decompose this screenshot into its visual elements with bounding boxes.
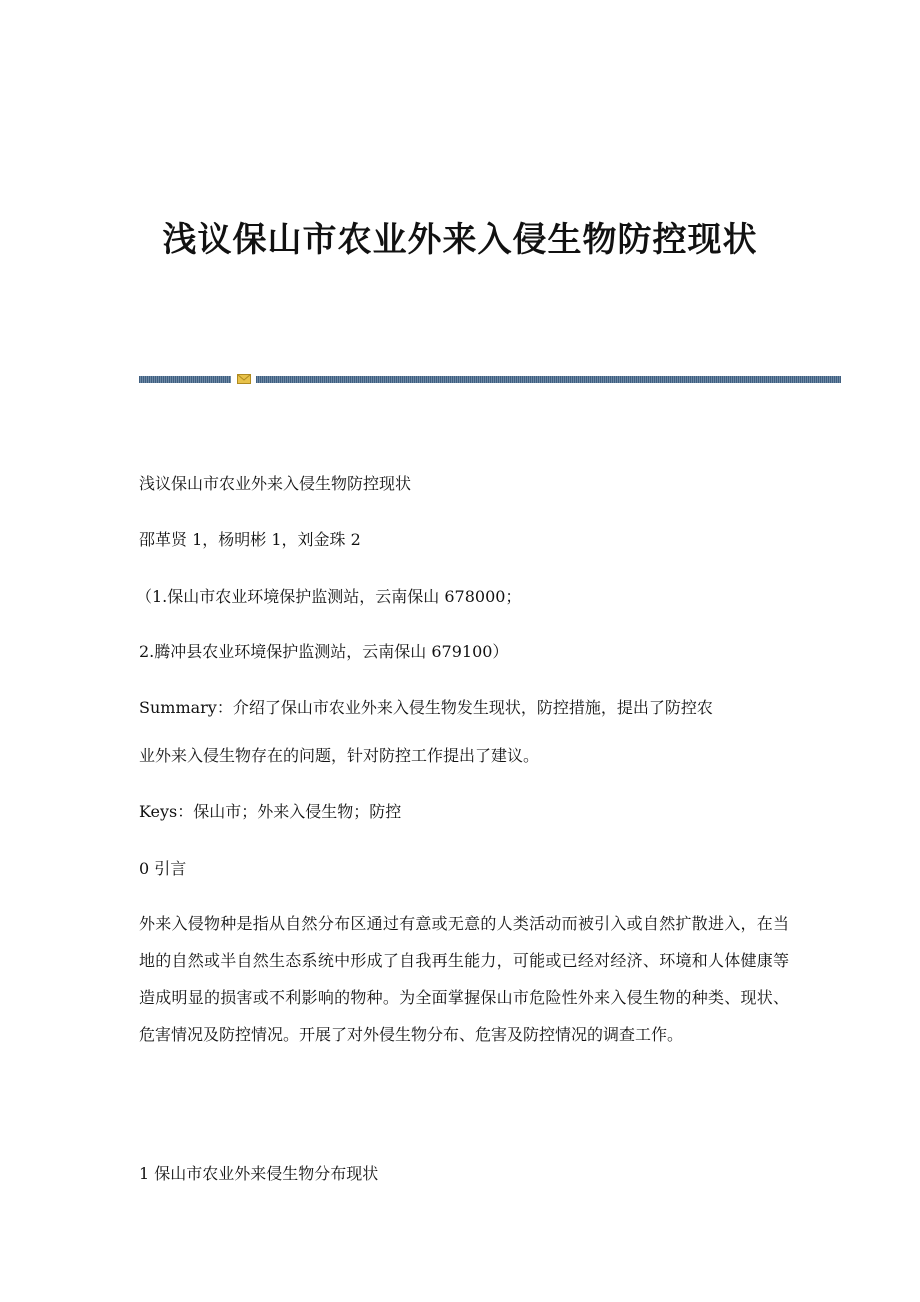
envelope-icon xyxy=(237,373,251,385)
intro-paragraph: 外来入侵物种是指从自然分布区通过有意或无意的人类活动而被引入或自然扩散进入，在当地的自然或半自然生态系统中形成了自我再生能力，可能或已经对经济、环境和人体健康等造成明显的损害或不利影响的物种。为全面掌握保山市危险性外来入侵生物的种类、现状、危害情况及防控情况。开展了对外侵生物分布、危害及防控情况的调查工作。 xyxy=(139,914,789,1044)
section-0-heading: 0 引言 xyxy=(139,859,187,878)
affiliation-1: （1.保山市农业环境保护监测站，云南保山 678000； xyxy=(136,587,522,606)
divider-bar-right xyxy=(256,376,841,383)
summary-line-2: 业外来入侵生物存在的问题，针对防控工作提出了建议。 xyxy=(139,746,540,765)
summary-line-1: Summary：介绍了保山市农业外来入侵生物发生现状，防控措施，提出了防控农 xyxy=(139,698,713,717)
affiliation-2: 2.腾冲县农业环境保护监测站，云南保山 679100） xyxy=(139,642,509,661)
keywords: Keys：保山市；外来入侵生物；防控 xyxy=(139,802,402,821)
document-title: 浅议保山市农业外来入侵生物防控现状 xyxy=(162,220,758,260)
title-divider xyxy=(139,373,841,385)
article-subtitle: 浅议保山市农业外来入侵生物防控现状 xyxy=(139,474,412,493)
divider-bar-left xyxy=(139,376,231,383)
author-list: 邵革贤 1，杨明彬 1，刘金珠 2 xyxy=(139,530,361,549)
section-1-heading: 1 保山市农业外来侵生物分布现状 xyxy=(139,1164,379,1183)
